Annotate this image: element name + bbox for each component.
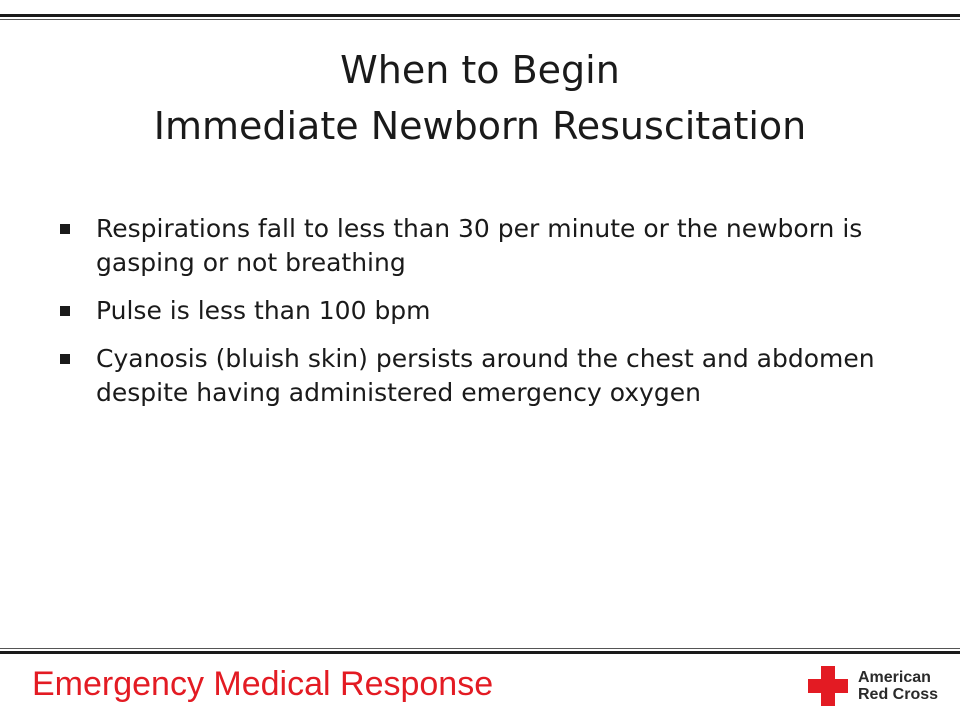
top-divider-thin bbox=[0, 19, 960, 20]
bullet-text: Pulse is less than 100 bpm bbox=[96, 296, 431, 325]
bullet-text: Cyanosis (bluish skin) persists around the chest and abdomen despite having administered emergency oxygen bbox=[96, 344, 875, 407]
top-divider bbox=[0, 14, 960, 17]
bullet-list bbox=[60, 212, 880, 424]
bullet-item bbox=[60, 342, 880, 410]
american-red-cross-logo bbox=[806, 664, 938, 708]
red-cross-icon bbox=[806, 664, 850, 708]
logo-line-1: American bbox=[858, 669, 931, 686]
square-bullet-icon bbox=[60, 224, 70, 234]
bullet-item bbox=[60, 212, 880, 280]
bullet-text: Respirations fall to less than 30 per minute or the newborn is gasping or not breathing bbox=[96, 214, 863, 277]
bottom-divider bbox=[0, 651, 960, 654]
slide-title-line-1: When to Begin bbox=[340, 48, 620, 92]
square-bullet-icon bbox=[60, 306, 70, 316]
slide-title bbox=[0, 42, 960, 154]
footer-course-title: Emergency Medical Response bbox=[32, 665, 494, 703]
square-bullet-icon bbox=[60, 354, 70, 364]
logo-line-2: Red Cross bbox=[858, 686, 939, 703]
logo-wordmark bbox=[858, 669, 938, 703]
slide-title-line-2: Immediate Newborn Resuscitation bbox=[153, 104, 807, 148]
bottom-divider-thin bbox=[0, 648, 960, 649]
bullet-item bbox=[60, 294, 880, 328]
